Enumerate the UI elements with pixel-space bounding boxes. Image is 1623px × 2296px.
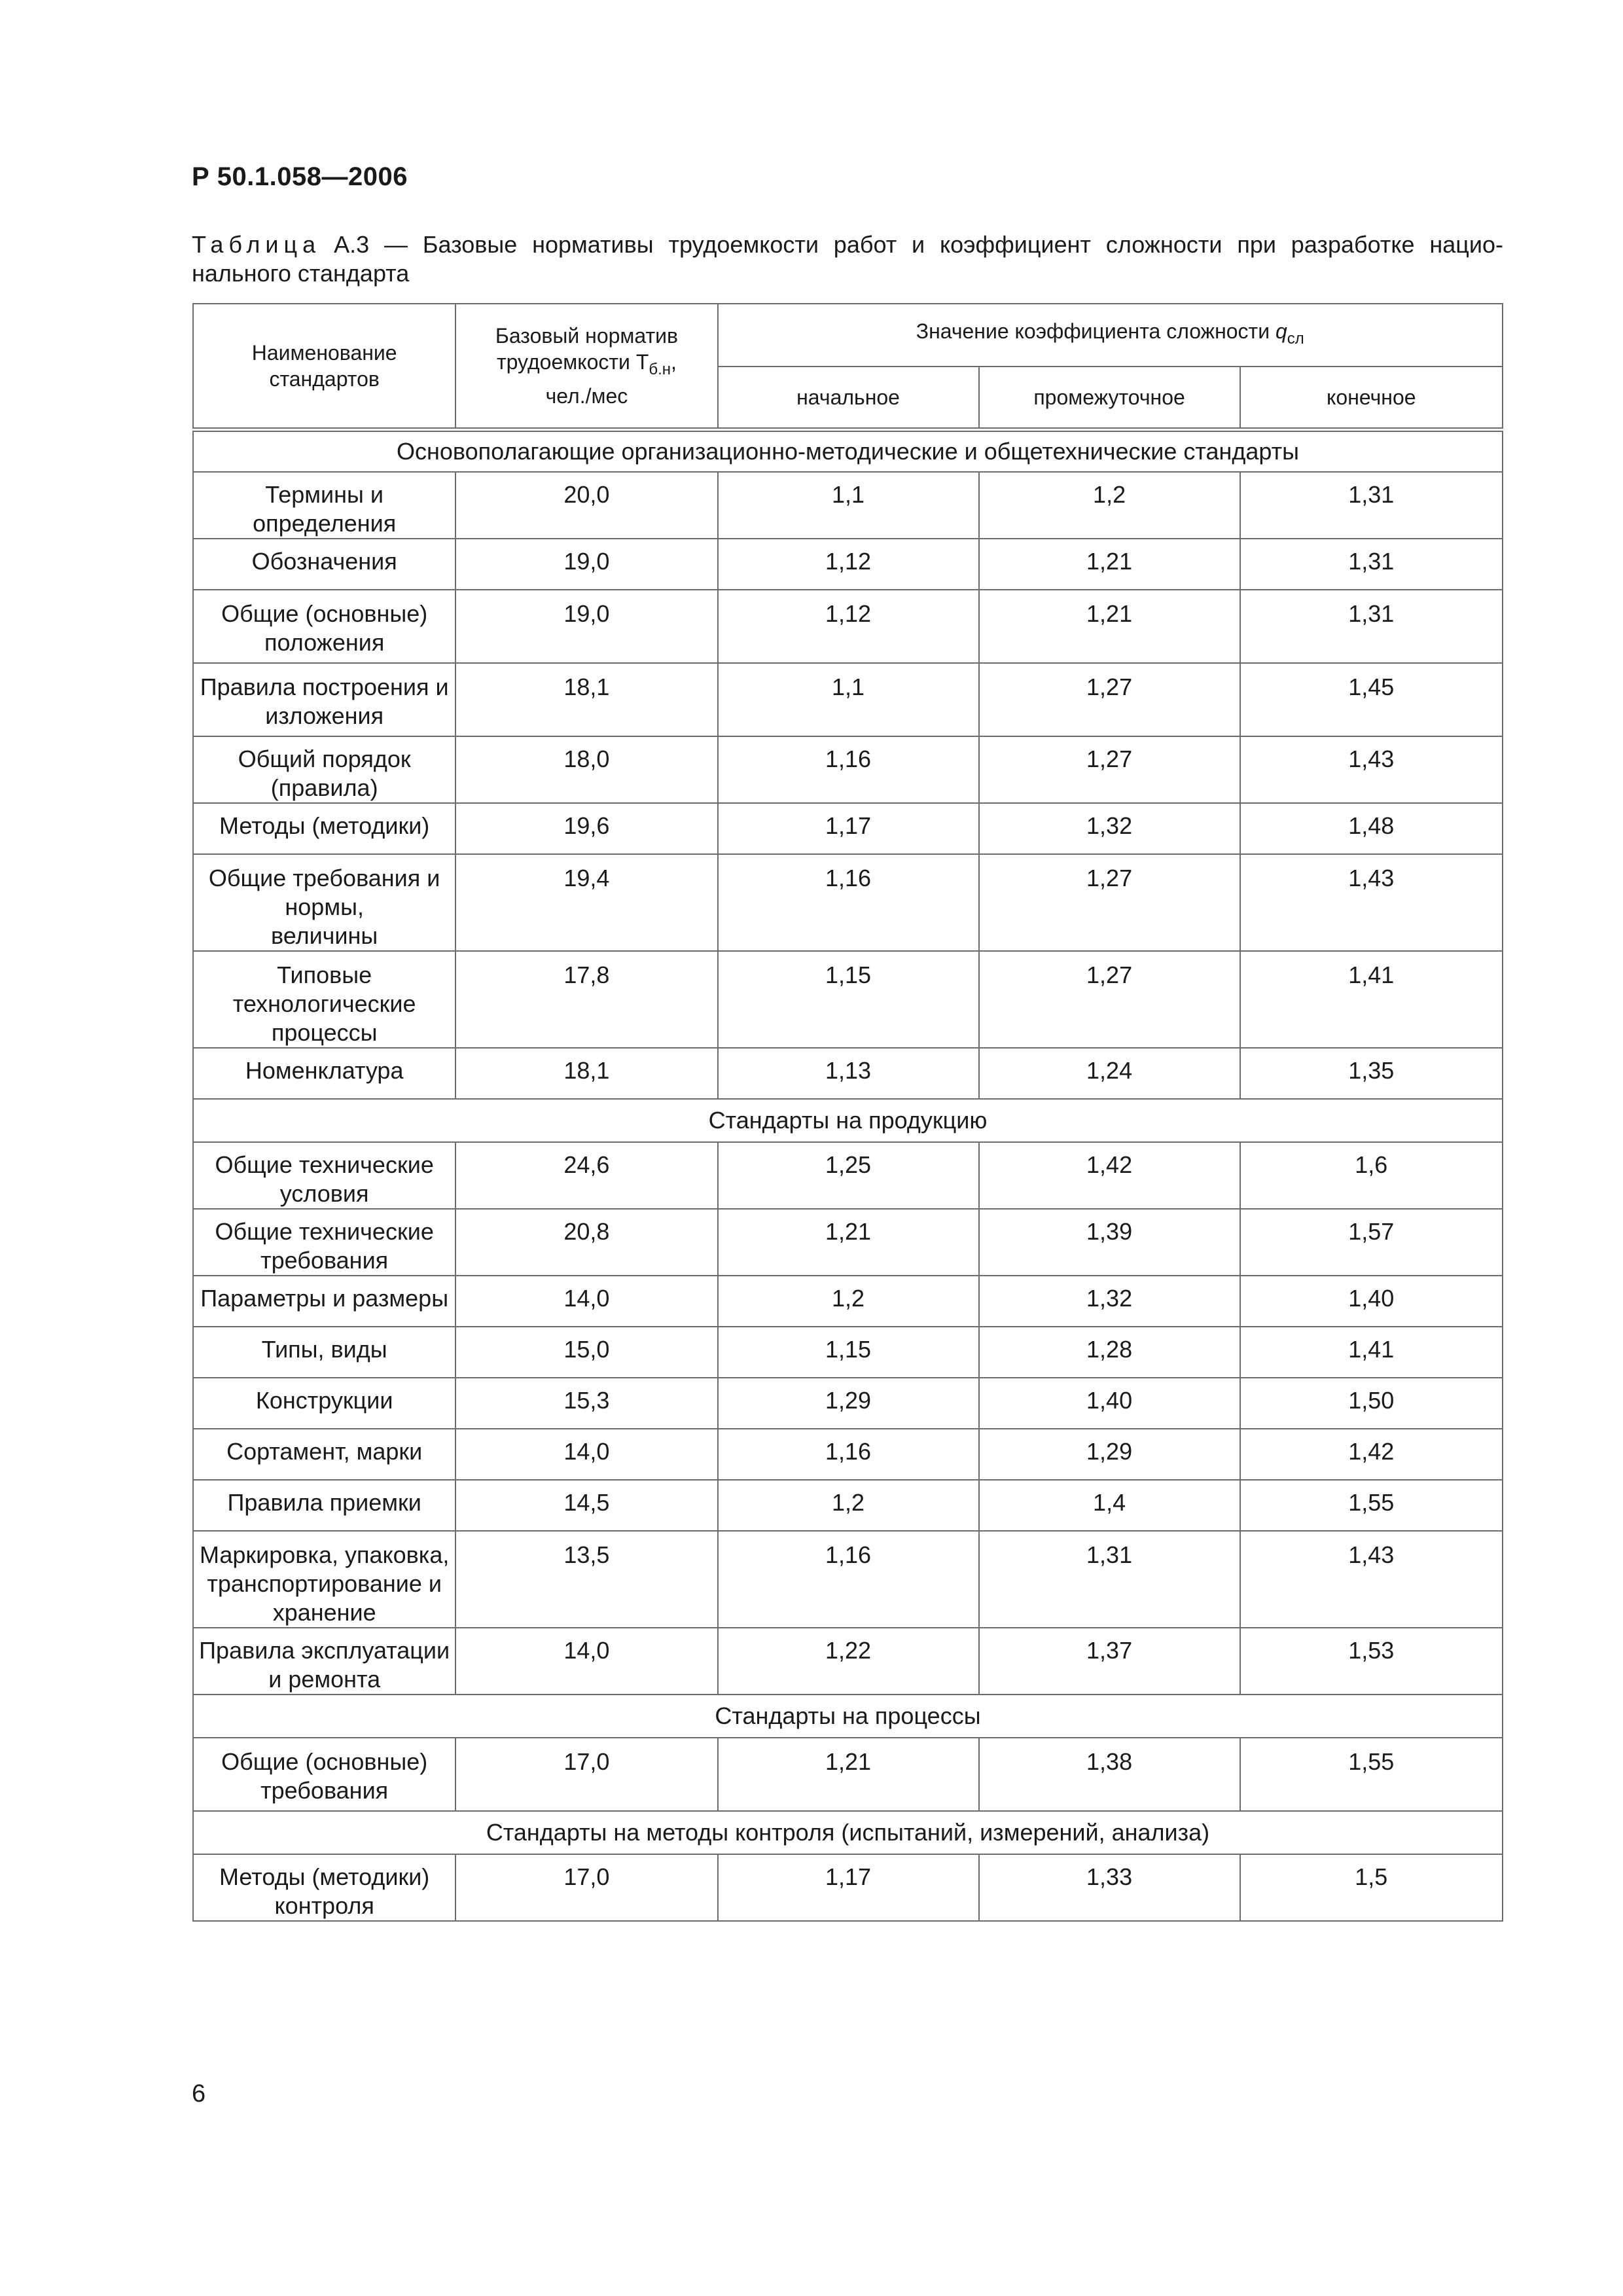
standard-name-line-1: Параметры и размеры xyxy=(200,1284,449,1312)
caption-line-1 xyxy=(192,230,1503,259)
cell-standard-name xyxy=(193,803,455,854)
cell-intermediate: 1,27 xyxy=(979,736,1240,803)
cell-standard-name xyxy=(193,1531,455,1628)
cell-initial: 1,29 xyxy=(718,1378,979,1429)
standard-name-line-1: Номенклатура xyxy=(245,1056,404,1084)
table-row xyxy=(193,590,1503,663)
standard-name-line-2: изложения xyxy=(265,702,384,729)
standard-name-line-1: Термины и определения xyxy=(253,480,397,537)
table-row xyxy=(193,736,1503,803)
table-row xyxy=(193,472,1503,539)
cell-intermediate: 1,37 xyxy=(979,1628,1240,1695)
cell-base-norm: 18,0 xyxy=(455,736,717,803)
cell-final: 1,50 xyxy=(1240,1378,1503,1429)
cell-standard-name xyxy=(193,1209,455,1276)
cell-standard-name xyxy=(193,1854,455,1921)
cell-initial: 1,17 xyxy=(718,803,979,854)
cell-intermediate: 1,32 xyxy=(979,803,1240,854)
header-coefficient xyxy=(718,304,1503,367)
cell-final: 1,48 xyxy=(1240,803,1503,854)
cell-base-norm: 14,0 xyxy=(455,1628,717,1695)
standard-name-line-1: Маркировка, упаковка, xyxy=(199,1541,450,1568)
caption-label: Таблица xyxy=(192,231,321,258)
standard-name-line-1: Типовые технологические xyxy=(232,961,416,1017)
standard-name-line-1: Правила эксплуатации и ремонта xyxy=(199,1636,450,1693)
cell-initial: 1,16 xyxy=(718,1531,979,1628)
table-row xyxy=(193,663,1503,736)
cell-final: 1,57 xyxy=(1240,1209,1503,1276)
cell-base-norm: 19,0 xyxy=(455,590,717,663)
cell-final: 1,5 xyxy=(1240,1854,1503,1921)
standard-name-line-2: величины xyxy=(271,922,378,949)
header-coef-symbol: q xyxy=(1275,319,1287,343)
cell-intermediate: 1,4 xyxy=(979,1480,1240,1531)
cell-base-norm: 19,4 xyxy=(455,854,717,951)
standard-name-line-1: Методы (методики) контроля xyxy=(219,1863,430,1919)
cell-intermediate: 1,27 xyxy=(979,854,1240,951)
cell-initial: 1,12 xyxy=(718,539,979,590)
cell-base-norm: 14,5 xyxy=(455,1480,717,1531)
cell-standard-name xyxy=(193,539,455,590)
header-base-unit: чел./мес xyxy=(545,384,628,408)
cell-standard-name xyxy=(193,590,455,663)
cell-base-norm: 17,0 xyxy=(455,1854,717,1921)
header-base-comma: , xyxy=(671,350,677,374)
cell-final: 1,43 xyxy=(1240,854,1503,951)
header-coef-text: Значение коэффициента сложности xyxy=(916,319,1275,343)
cell-final: 1,31 xyxy=(1240,472,1503,539)
cell-initial: 1,16 xyxy=(718,854,979,951)
norms-table xyxy=(192,303,1503,1922)
cell-standard-name xyxy=(193,472,455,539)
table-row xyxy=(193,1854,1503,1921)
cell-initial: 1,12 xyxy=(718,590,979,663)
cell-base-norm: 17,8 xyxy=(455,951,717,1048)
cell-final: 1,45 xyxy=(1240,663,1503,736)
cell-standard-name xyxy=(193,1378,455,1429)
section-title: Основополагающие организационно-методические и общетехнические стандарты xyxy=(193,429,1503,472)
standard-name-line-1: Типы, виды xyxy=(261,1335,387,1363)
section-row xyxy=(193,1811,1503,1854)
cell-final: 1,31 xyxy=(1240,539,1503,590)
cell-base-norm: 17,0 xyxy=(455,1738,717,1811)
cell-standard-name xyxy=(193,1628,455,1695)
table-row xyxy=(193,1327,1503,1378)
table-row xyxy=(193,1480,1503,1531)
cell-initial: 1,2 xyxy=(718,1480,979,1531)
table-row xyxy=(193,1142,1503,1209)
table-caption xyxy=(192,230,1503,288)
caption-line-2: нального стандарта xyxy=(192,260,410,287)
header-coef-subscript: сл xyxy=(1287,330,1304,348)
standard-name-line-2: требования xyxy=(260,1776,389,1804)
cell-initial: 1,2 xyxy=(718,1276,979,1327)
cell-intermediate: 1,27 xyxy=(979,663,1240,736)
cell-initial: 1,21 xyxy=(718,1209,979,1276)
table-row xyxy=(193,1628,1503,1695)
standard-name-line-2: положения xyxy=(264,628,385,656)
section-title: Стандарты на процессы xyxy=(193,1695,1503,1738)
cell-final: 1,42 xyxy=(1240,1429,1503,1480)
cell-intermediate: 1,42 xyxy=(979,1142,1240,1209)
header-base-line-2: трудоемкости Т xyxy=(496,350,649,374)
cell-intermediate: 1,40 xyxy=(979,1378,1240,1429)
cell-final: 1,6 xyxy=(1240,1142,1503,1209)
standard-name-line-2: транспортирование и хранение xyxy=(207,1570,442,1626)
table-row xyxy=(193,1531,1503,1628)
cell-base-norm: 15,0 xyxy=(455,1327,717,1378)
cell-final: 1,40 xyxy=(1240,1276,1503,1327)
cell-initial: 1,15 xyxy=(718,951,979,1048)
cell-intermediate: 1,24 xyxy=(979,1048,1240,1099)
cell-base-norm: 18,1 xyxy=(455,663,717,736)
cell-base-norm: 19,6 xyxy=(455,803,717,854)
cell-base-norm: 13,5 xyxy=(455,1531,717,1628)
table-row xyxy=(193,1429,1503,1480)
cell-initial: 1,25 xyxy=(718,1142,979,1209)
table-row xyxy=(193,1276,1503,1327)
cell-standard-name xyxy=(193,1429,455,1480)
cell-base-norm: 14,0 xyxy=(455,1276,717,1327)
table-row xyxy=(193,803,1503,854)
header-final: конечное xyxy=(1240,367,1503,429)
cell-final: 1,41 xyxy=(1240,951,1503,1048)
standard-name-line-1: Конструкции xyxy=(255,1386,393,1414)
cell-intermediate: 1,31 xyxy=(979,1531,1240,1628)
cell-final: 1,35 xyxy=(1240,1048,1503,1099)
section-row xyxy=(193,1695,1503,1738)
cell-standard-name xyxy=(193,1142,455,1209)
cell-standard-name xyxy=(193,1480,455,1531)
standard-name-line-1: Общие (основные) xyxy=(221,1748,428,1775)
cell-base-norm: 24,6 xyxy=(455,1142,717,1209)
cell-standard-name xyxy=(193,663,455,736)
cell-intermediate: 1,32 xyxy=(979,1276,1240,1327)
cell-final: 1,55 xyxy=(1240,1480,1503,1531)
cell-standard-name xyxy=(193,854,455,951)
standard-name-line-2: процессы xyxy=(271,1018,378,1046)
cell-standard-name xyxy=(193,1327,455,1378)
cell-final: 1,43 xyxy=(1240,736,1503,803)
section-row xyxy=(193,1099,1503,1142)
cell-intermediate: 1,27 xyxy=(979,951,1240,1048)
table-row xyxy=(193,539,1503,590)
cell-initial: 1,1 xyxy=(718,663,979,736)
table-body xyxy=(193,429,1503,1921)
cell-standard-name xyxy=(193,736,455,803)
cell-intermediate: 1,21 xyxy=(979,539,1240,590)
section-title: Стандарты на продукцию xyxy=(193,1099,1503,1142)
cell-base-norm: 14,0 xyxy=(455,1429,717,1480)
table-header xyxy=(193,304,1503,429)
table-row xyxy=(193,1048,1503,1099)
cell-final: 1,55 xyxy=(1240,1738,1503,1811)
cell-intermediate: 1,39 xyxy=(979,1209,1240,1276)
standard-name-line-1: Обозначения xyxy=(251,547,397,575)
page-number: 6 xyxy=(192,2080,206,2108)
header-initial: начальное xyxy=(718,367,979,429)
header-base-subscript: б.н xyxy=(649,360,671,378)
caption-text: А.3 — Базовые нормативы трудоемкости работ и коэффициент сложности при разработке нацио- xyxy=(334,231,1503,258)
cell-base-norm: 20,8 xyxy=(455,1209,717,1276)
header-name: Наименование стандартов xyxy=(193,304,455,429)
table-row xyxy=(193,951,1503,1048)
table-row xyxy=(193,1378,1503,1429)
cell-intermediate: 1,33 xyxy=(979,1854,1240,1921)
cell-standard-name xyxy=(193,1738,455,1811)
standard-name-line-1: Методы (методики) xyxy=(219,812,430,839)
cell-base-norm: 20,0 xyxy=(455,472,717,539)
document-code: Р 50.1.058—2006 xyxy=(192,162,408,191)
cell-final: 1,53 xyxy=(1240,1628,1503,1695)
standard-name-line-1: Общие (основные) xyxy=(221,600,428,627)
standard-name-line-1: Общие технические условия xyxy=(215,1151,434,1207)
cell-initial: 1,16 xyxy=(718,1429,979,1480)
cell-base-norm: 15,3 xyxy=(455,1378,717,1429)
cell-standard-name xyxy=(193,951,455,1048)
cell-final: 1,41 xyxy=(1240,1327,1503,1378)
table-row xyxy=(193,1738,1503,1811)
cell-initial: 1,1 xyxy=(718,472,979,539)
cell-initial: 1,16 xyxy=(718,736,979,803)
section-row xyxy=(193,429,1503,472)
section-title: Стандарты на методы контроля (испытаний, измерений, анализа) xyxy=(193,1811,1503,1854)
cell-initial: 1,13 xyxy=(718,1048,979,1099)
cell-initial: 1,22 xyxy=(718,1628,979,1695)
cell-intermediate: 1,29 xyxy=(979,1429,1240,1480)
standard-name-line-1: Общий порядок (правила) xyxy=(238,745,411,801)
standard-name-line-1: Общие технические требования xyxy=(215,1217,434,1274)
standard-name-line-1: Правила построения и xyxy=(200,673,449,700)
cell-base-norm: 18,1 xyxy=(455,1048,717,1099)
cell-initial: 1,17 xyxy=(718,1854,979,1921)
standard-name-line-1: Правила приемки xyxy=(227,1488,421,1516)
cell-intermediate: 1,38 xyxy=(979,1738,1240,1811)
header-base-line-1: Базовый норматив xyxy=(495,323,679,348)
cell-initial: 1,21 xyxy=(718,1738,979,1811)
cell-standard-name xyxy=(193,1048,455,1099)
cell-final: 1,31 xyxy=(1240,590,1503,663)
table-row xyxy=(193,854,1503,951)
standard-name-line-1: Сортамент, марки xyxy=(226,1437,423,1465)
table-row xyxy=(193,1209,1503,1276)
cell-intermediate: 1,28 xyxy=(979,1327,1240,1378)
header-intermediate: промежуточное xyxy=(979,367,1240,429)
cell-standard-name xyxy=(193,1276,455,1327)
cell-initial: 1,15 xyxy=(718,1327,979,1378)
cell-base-norm: 19,0 xyxy=(455,539,717,590)
header-base-norm xyxy=(455,304,717,429)
cell-final: 1,43 xyxy=(1240,1531,1503,1628)
cell-intermediate: 1,2 xyxy=(979,472,1240,539)
standard-name-line-1: Общие требования и нормы, xyxy=(208,864,440,920)
cell-intermediate: 1,21 xyxy=(979,590,1240,663)
